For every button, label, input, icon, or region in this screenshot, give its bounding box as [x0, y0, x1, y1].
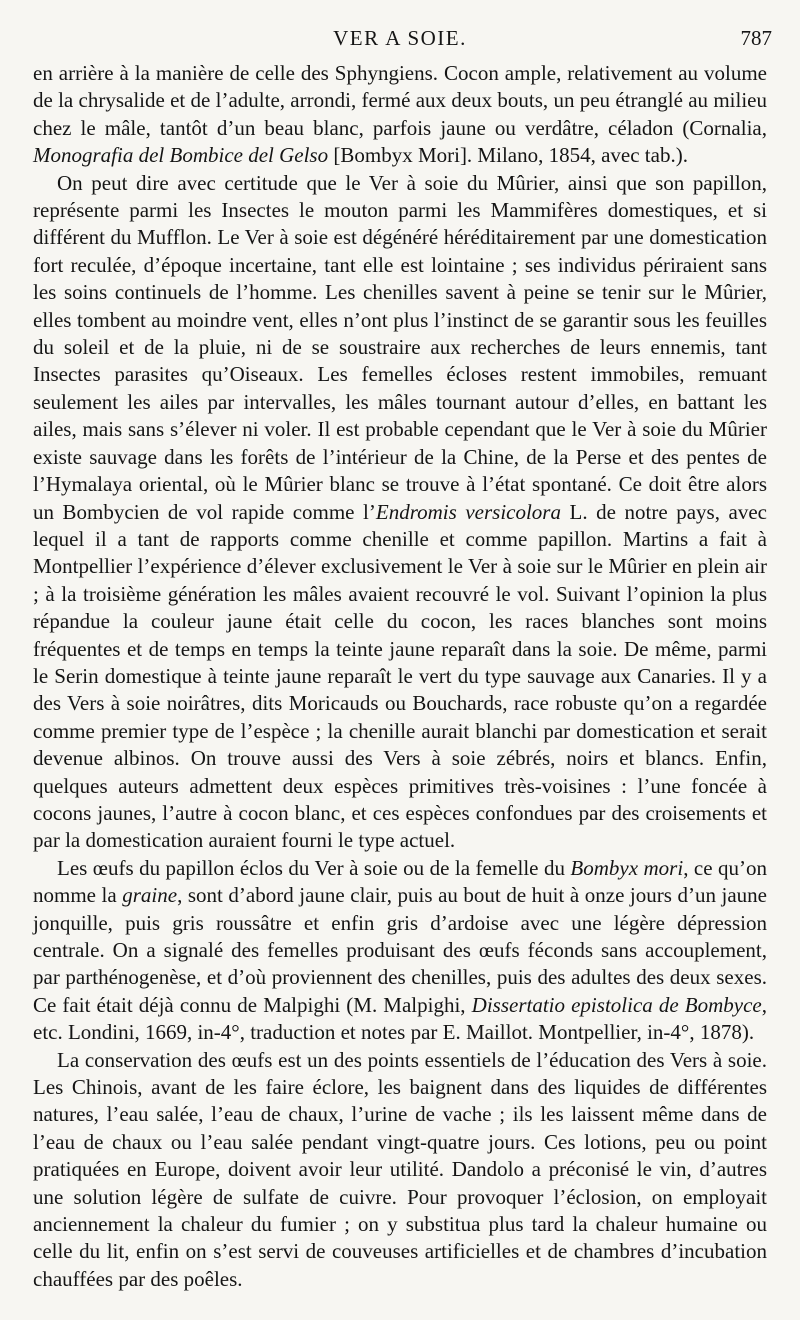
- page-header: [0, 26, 800, 58]
- text-run: [Bombyx Mori]. Milano, 1854, avec tab.).: [328, 143, 688, 168]
- italic-title: Dissertatio epistolica de Bombyce: [471, 992, 762, 1017]
- text-run: en arrière à la manière de celle des Sphyngiens. Cocon ample, relativement au volume de la chrysalide et de l’adulte, arrondi, fermé aux deux bouts, un peu étranglé au milieu chez le mâle, tantôt d’un beau blanc, parfois jaune ou verdâtre, céladon (Cornalia,: [33, 61, 767, 140]
- paragraph-1: [33, 60, 767, 170]
- text-run: La conservation des œufs est un des points essentiels de l’éducation des Vers à soie. Les Chinois, avant de les faire éclore, les baignent dans des liquides de différentes natures, l’eau salée, l’eau de chaux, l’urine de vache ; ils les laissent même dans de l’eau de chaux ou l’eau salée pendant vingt-quatre jours. Ces lotions, peu ou point pratiquées en Europe, doivent avoir leur utilité. Dandolo a préconisé le vin, d’autres une solution légère de sulfate de cuivre. Pour provoquer l’éclosion, on employait anciennement la chaleur du fumier ; on y substitua plus tard la chaleur humaine ou celle du lit, enfin on s’est servi de couveuses artificielles et de chambres d’incubation chauffées par des poêles.: [33, 1047, 767, 1291]
- paragraph-4: [33, 1047, 767, 1294]
- text-run: , ce qu’on nomme la: [33, 855, 768, 908]
- italic-species-name: Bombyx mori: [570, 855, 684, 880]
- text-run: L. de notre pays, avec lequel il a tant de rapports comme chenille et comme papillon. Martins a fait à Montpellier l’expérience d’élever exclusivement le Ver à soie sur le Mûrier en plein air ; à la troisième génération les mâles avaient recouvré le vol. Suivant l’opinion la plus répandue la couleur jaune était celle du cocon, les races blanches sont moins fréquentes et de temps en temps la teinte jaune reparaît dans la soie. De même, parmi le Serin domestique à teinte jaune reparaît le vert du type sauvage aux Canaries. Il y a des Vers à soie noirâtres, dits Moricauds ou Bouchards, race robuste qu’on a regardée comme premier type de l’espèce ; la chenille aurait blanchi par domestication et serait devenue albinos. On trouve aussi des Vers à soie zébrés, noirs et blancs. Enfin, quelques auteurs admettent deux espèces primitives très-voisines : l’une foncée à cocons jaunes, l’autre à cocon blanc, et ces espèces confondues par des croisements et par la domestication auraient fourni le type actuel.: [33, 499, 767, 853]
- running-title: VER A SOIE.: [333, 26, 467, 50]
- body-text: [33, 60, 767, 1293]
- page-number: 787: [740, 26, 772, 50]
- text-run: On peut dire avec certitude que le Ver à soie du Mûrier, ainsi que son papillon, représente parmi les Insectes le mouton parmi les Mammifères domestiques, et si différent du Mufflon. Le Ver à soie est dégénéré héréditairement par une domestication fort reculée, d’époque incertaine, tant elle est lointaine ; ses individus périraient sans les soins continuels de l’homme. Les chenilles savent à peine se tenir sur le Mûrier, elles tombent au moindre vent, elles n’ont plus l’instinct de se garantir sous les feuilles du soleil et de la pluie, ni de se soustraire aux recherches de leurs ennemis, tant Insectes parasites qu’Oiseaux. Les femelles écloses restent immobiles, remuant seulement les ailes par intervalles, les mâles tournant autour d’elles, en battant les ailes, mais sans s’élever ni voler. Il est probable cependant que le Ver à soie du Mûrier existe sauvage dans les forêts de l’intérieur de la Chine, de la Perse et des pentes de l’Hymalaya oriental, où le Mûrier blanc se trouve à l’état spontané. Ce doit être alors un Bombycien de vol rapide comme l’: [33, 170, 767, 524]
- text-run: , etc. Londini, 1669, in-4°, traduction et notes par E. Maillot. Montpellier, in-4°, 1878).: [33, 992, 768, 1045]
- italic-title: Monografia del Bombice del Gelso: [33, 143, 329, 168]
- text-run: , sont d’abord jaune clair, puis au bout de huit à onze jours d’un jaune jonquille, puis gris roussâtre et enfin gris d’ardoise avec une légère dépression centrale. On a signalé des femelles produisant des œufs féconds sans accouplement, par parthénogenèse, et d’où proviennent des chenilles, puis des adultes des deux sexes. Ce fait était déjà connu de Malpighi (M. Malpighi,: [33, 883, 767, 1017]
- paragraph-2: [33, 170, 767, 855]
- italic-species-name: Endromis versicolora: [375, 499, 561, 524]
- paragraph-3: [33, 855, 767, 1047]
- text-run: Les œufs du papillon éclos du Ver à soie ou de la femelle du: [57, 855, 571, 880]
- italic-term: graine: [122, 883, 178, 908]
